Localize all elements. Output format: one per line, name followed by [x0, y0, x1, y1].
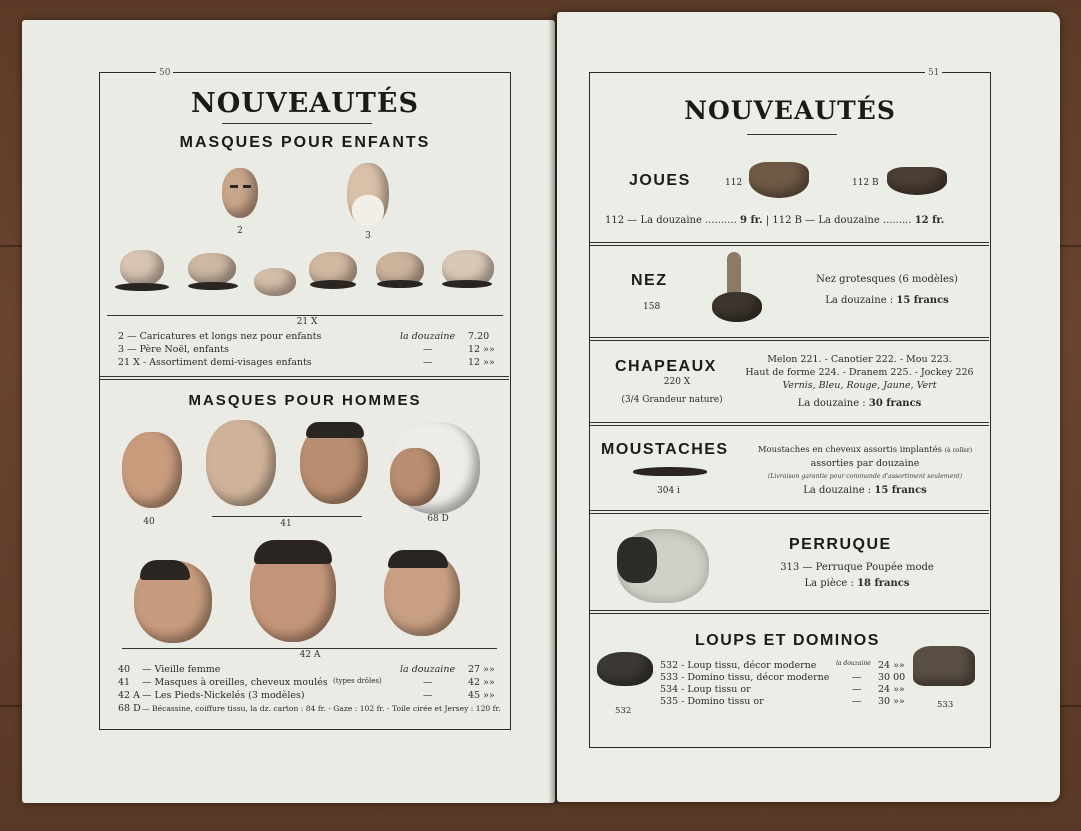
price-value: 30 francs — [868, 398, 922, 409]
mask-image-2 — [222, 168, 258, 218]
caption-41: 41 — [280, 519, 292, 529]
moustaches-line2: assorties par douzaine — [810, 458, 920, 469]
nose-image-base — [712, 292, 762, 322]
section-separator — [100, 376, 509, 380]
caption-21x: 21 X — [296, 317, 318, 327]
loup-image-532 — [597, 652, 653, 686]
price-line-price: 42 »» — [468, 677, 495, 688]
chapeaux-line1: Melon 221. - Canotier 222. - Mou 223. — [767, 354, 952, 365]
price-value: 15 francs — [874, 485, 927, 496]
mask-hair — [254, 540, 332, 564]
caption-68d: 68 D — [427, 514, 449, 524]
moustache — [310, 280, 356, 289]
section-label-joues: JOUES — [629, 172, 691, 189]
section-heading-children: MASQUES POUR ENFANTS — [179, 134, 431, 151]
price-line-unit: la douzaine — [836, 660, 871, 667]
domino-image-533 — [913, 646, 975, 686]
price-line-extra: (types drôles) — [333, 677, 382, 685]
caption-533: 533 — [937, 700, 954, 710]
price-line — [660, 660, 910, 672]
chapeaux-line3: Vernis, Bleu, Rouge, Jaune, Vert — [782, 380, 937, 391]
price-label: La douzaine : — [797, 398, 866, 409]
mask-eye — [243, 185, 251, 188]
section-rule — [107, 315, 503, 316]
price-line-ref: 68 D — [118, 703, 141, 714]
price-line — [118, 664, 498, 677]
cheek-image-112b — [887, 167, 947, 195]
chapeaux-line2: Haut de forme 224. - Dranem 225. - Jockey 226 — [745, 367, 974, 378]
moustache — [115, 283, 169, 291]
mask-image-40 — [122, 432, 182, 508]
price-value: 15 francs — [896, 295, 949, 306]
price-line-desc: 3 — Père Noël, enfants — [118, 344, 229, 355]
section-separator — [590, 610, 989, 614]
mask-face-68d — [390, 448, 440, 506]
mask-hair — [388, 550, 448, 568]
price-line-unit: la douzaine — [400, 331, 456, 342]
price-label: La pièce : — [804, 578, 854, 589]
half-mask-image — [188, 253, 236, 285]
price-line-unit: — — [423, 357, 433, 368]
price-line-unit: — — [852, 684, 862, 695]
price-label: La douzaine : — [803, 485, 872, 496]
price-line-desc: — Bécassine, coiffure tissu, la dz. carton : 84 fr. - Gaze : 102 fr. - Toile cirée et Jersey : 120 fr. — [142, 704, 501, 713]
price-line-unit: — — [423, 344, 433, 355]
half-mask-image — [120, 250, 164, 286]
section-label-loups: LOUPS ET DOMINOS — [695, 632, 880, 649]
price-line-price: 12 »» — [468, 344, 495, 355]
price-line-desc: 532 - Loup tissu, décor moderne — [660, 660, 817, 671]
moustaches-note: (Livraison garantie pour commande d'assortiment seulement) — [767, 473, 963, 480]
moustache — [188, 282, 238, 290]
page-number: 50 — [156, 68, 173, 78]
section-label-moustaches: MOUSTACHES — [601, 441, 729, 458]
mask-eye — [230, 185, 238, 188]
price-line — [118, 331, 498, 344]
caption-112: 112 — [725, 178, 743, 188]
caption-3: 3 — [365, 231, 371, 241]
perruque-line1: 313 — Perruque Poupée mode — [780, 562, 934, 573]
price-label: La douzaine : — [825, 295, 894, 306]
price-line-ref: 41 — [118, 677, 131, 688]
nez-desc: Nez grotesques (6 modèles) — [816, 274, 958, 285]
dot-leader: .......... — [701, 215, 741, 226]
price-line — [118, 344, 498, 357]
column-divider: | — [762, 215, 773, 226]
price-line-price: 7.20 — [468, 331, 490, 342]
price-line-desc: 21 X - Assortiment demi-visages enfants — [118, 357, 312, 368]
page-title: NOUVEAUTÉS — [191, 88, 419, 119]
moustache — [377, 280, 423, 288]
caption-158: 158 — [643, 302, 661, 312]
price-line-unit: — — [852, 672, 862, 683]
moustache-image-304 — [633, 467, 707, 476]
price-line-desc: 2 — Caricatures et longs nez pour enfants — [118, 331, 322, 342]
price-line-unit: la douzaine — [400, 664, 456, 675]
caption-rule — [122, 648, 497, 649]
mask-hair — [306, 422, 364, 438]
caption-40: 40 — [143, 517, 155, 527]
price-line-price: 24 »» — [878, 660, 905, 671]
price-line-unit: — — [852, 696, 862, 707]
price-line-desc: 535 - Domino tissu or — [660, 696, 764, 707]
price-line-unit: — — [423, 677, 433, 688]
price-line-desc: — Vieille femme — [142, 664, 221, 675]
section-separator — [590, 510, 989, 514]
moustaches-line1 — [745, 445, 985, 455]
chapeaux-note: (3/4 Grandeur nature) — [621, 395, 723, 405]
catalog-page-left — [22, 20, 555, 803]
section-separator — [590, 242, 989, 246]
moustaches-line1-extra: (à coller) — [944, 447, 973, 454]
caption-220x: 220 X — [663, 377, 691, 387]
price-line-unit: — — [423, 690, 433, 701]
joues-price-b: 12 fr. — [914, 215, 945, 226]
wig-bow — [617, 537, 657, 583]
price-line-ref: 40 — [118, 664, 131, 675]
price-line-desc: 534 - Loup tissu or — [660, 684, 751, 695]
price-line — [118, 677, 498, 690]
half-mask-image — [254, 268, 296, 296]
price-value: 18 francs — [857, 578, 910, 589]
moustaches-line1-text: Moustaches en cheveux assortis implantés — [757, 445, 943, 455]
joues-line-a — [605, 215, 995, 226]
nez-price — [802, 295, 972, 306]
catalog-page-right — [557, 12, 1060, 802]
title-rule — [222, 123, 372, 124]
price-line-price: 27 »» — [468, 664, 495, 675]
price-line-price: 12 »» — [468, 357, 495, 368]
price-line-desc: — Masques à oreilles, cheveux moulés — [142, 677, 328, 688]
price-line — [660, 684, 910, 696]
joues-line-a-text: 112 — La douzaine — [605, 215, 702, 226]
section-label-nez: NEZ — [631, 272, 668, 289]
chapeaux-price — [742, 398, 977, 409]
joues-line-b-text: 112 B — La douzaine — [772, 215, 880, 226]
caption-2: 2 — [237, 226, 243, 236]
section-label-perruque: PERRUQUE — [789, 536, 892, 553]
caption-532: 532 — [615, 706, 632, 716]
price-line-desc: — Les Pieds-Nickelés (3 modèles) — [142, 690, 305, 701]
price-line-desc: 533 - Domino tissu, décor moderne — [660, 672, 830, 683]
section-label-chapeaux: CHAPEAUX — [615, 358, 717, 375]
nose-image-158 — [727, 252, 741, 296]
section-separator — [590, 422, 989, 426]
price-line-price: 45 »» — [468, 690, 495, 701]
caption-rule — [212, 516, 362, 517]
price-line — [118, 357, 498, 370]
mask-image-41a — [206, 420, 276, 506]
price-line-ref: 42 A — [118, 690, 140, 701]
price-line-price: 24 »» — [878, 684, 905, 695]
perruque-price — [757, 578, 957, 589]
section-separator — [590, 337, 989, 341]
title-rule — [747, 134, 837, 135]
caption-42a: 42 A — [299, 650, 321, 660]
price-line — [660, 696, 910, 708]
moustache — [442, 280, 492, 288]
mask-beard — [352, 195, 384, 227]
moustaches-price — [745, 485, 985, 496]
section-heading-men: MASQUES POUR HOMMES — [188, 392, 422, 409]
price-line — [660, 672, 910, 684]
mask-hair — [140, 560, 190, 580]
price-line — [118, 690, 498, 703]
price-line-price: 30 00 — [878, 672, 906, 683]
price-line-price: 30 »» — [878, 696, 905, 707]
joues-price-a: 9 fr. — [740, 215, 763, 226]
page-title: NOUVEAUTÉS — [684, 96, 896, 125]
dot-leader: ......... — [879, 215, 915, 226]
caption-112b: 112 B — [852, 178, 879, 188]
cheek-image-112 — [749, 162, 809, 198]
caption-304i: 304 i — [657, 486, 680, 496]
price-line — [118, 703, 501, 716]
page-number: 51 — [925, 68, 942, 78]
